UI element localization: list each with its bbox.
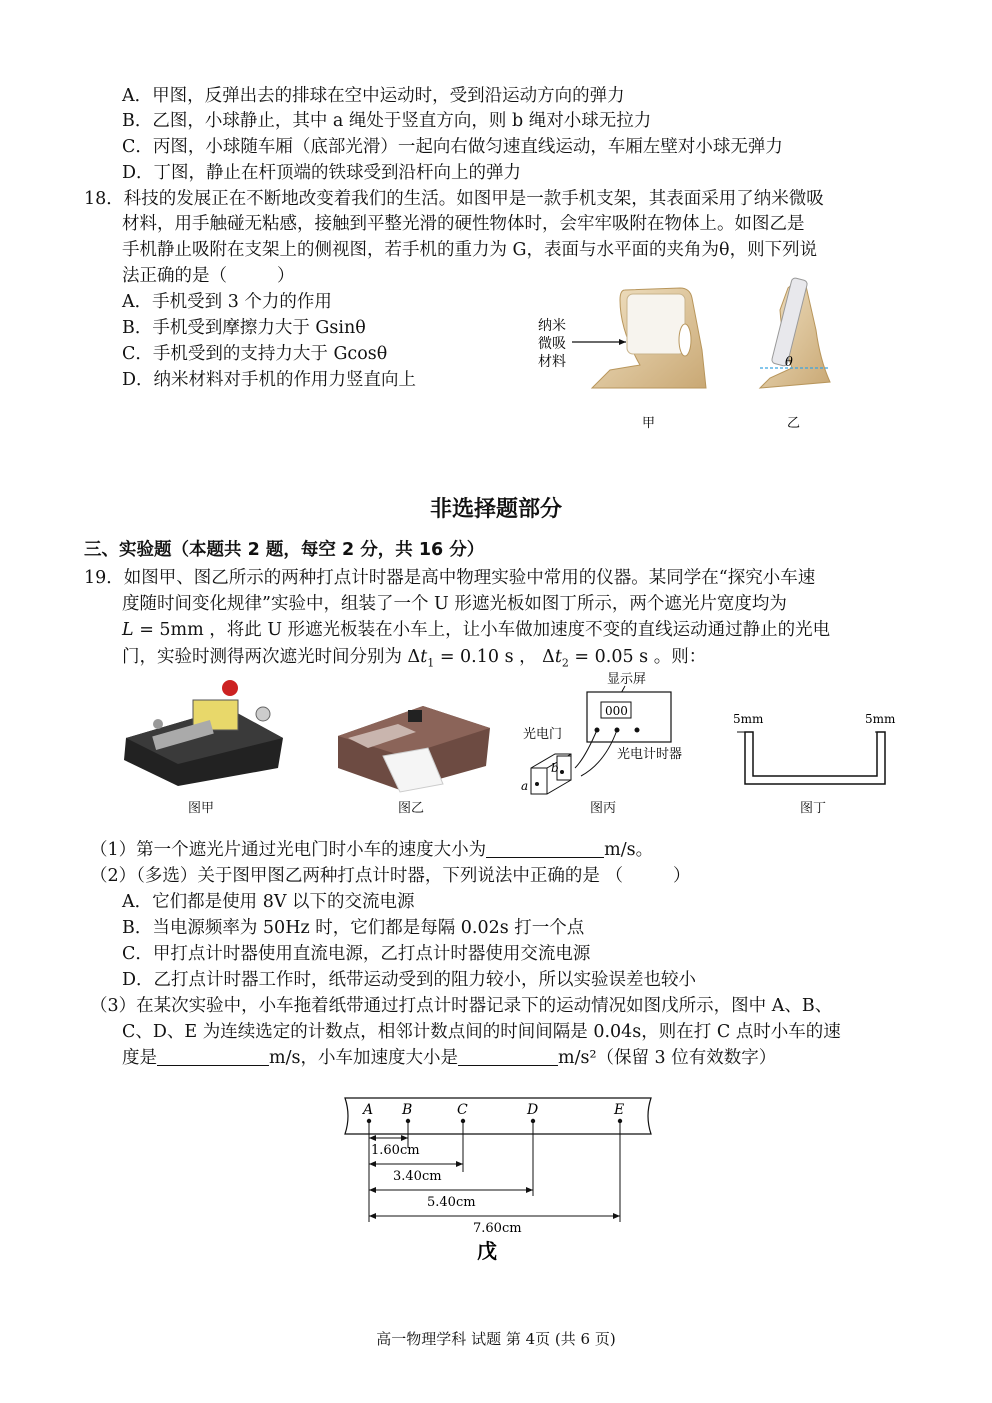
q19-option-c: C．甲打点计时器使用直流电源，乙打点计时器使用交流电源 — [122, 944, 591, 964]
width-label-left: 5mm — [733, 712, 764, 726]
q19-stem-line1: 19．如图甲、图乙所示的两种打点计时器是高中物理实验中常用的仪器。某同学在“探究小车速 — [84, 568, 816, 588]
q19-sub1 — [90, 838, 653, 862]
dim-ae-label: 7.60cm — [473, 1221, 522, 1236]
nano-label-line2: 微吸 — [538, 336, 566, 352]
point-a-label: a — [521, 779, 529, 793]
fig-ding-caption: 图丁 — [800, 801, 827, 816]
nano-label-line1: 纳米 — [538, 318, 566, 334]
q19-option-a: A．它们都是使用 8V 以下的交流电源 — [122, 892, 415, 912]
fig-yi-caption: 图乙 — [398, 801, 425, 816]
q18-stem-close: ） — [277, 266, 295, 286]
q19-sub3-line2: C、D、E 为连续选定的计数点，相邻计数点间的时间间隔是 0.04s，则在打 C 点时小车的速 — [122, 1022, 841, 1042]
q19-sub2-text: （2）（多选）关于图甲图乙两种打点计时器，下列说法中正确的是 （ — [90, 866, 623, 886]
section-title: 非选择题部分 — [429, 497, 562, 522]
fig-jia-label: 甲 — [642, 416, 656, 431]
q19-sub2-close: ） — [672, 866, 691, 886]
fig-yi-label: 乙 — [787, 416, 801, 431]
q18-stem-text: 法正确的是（ — [122, 266, 227, 286]
timer-jia-terminal-icon — [222, 680, 238, 696]
q19-stem-line4-a: 门，实验时测得两次遮光时间分别为 Δ — [122, 647, 421, 667]
q19-sub3-text-b: m/s，小车加速度大小是 — [269, 1048, 458, 1068]
q18-stem-line4 — [122, 264, 295, 288]
dim-ab-label: 1.60cm — [371, 1143, 420, 1158]
answer-blank-2[interactable] — [157, 1047, 269, 1066]
tape-point-c-label: C — [457, 1102, 468, 1118]
paper-tape-strip-icon — [345, 1098, 651, 1134]
dim-ab — [369, 1135, 420, 1158]
q18-phone-holder-figure — [530, 270, 850, 440]
q18-stem-line3: 手机静止吸附在支架上的侧视图，若手机的重力为 G，表面与水平面的夹角为θ，则下列说 — [122, 240, 818, 260]
q19-stem-line4-c: = 0.05 s 。则： — [568, 647, 707, 667]
photogate-figure — [515, 668, 705, 798]
q18-option-b: B．手机受到摩擦力大于 Gsinθ — [122, 318, 366, 338]
q19-option-b: B．当电源频率为 50Hz 时，它们都是每隔 0.02s 打一个点 — [122, 918, 585, 938]
dim-ac — [369, 1161, 463, 1184]
q18-stem-line2: 材料，用手触碰无粘感，接触到平整光滑的硬性物体时，会牢牢吸附在物体上。如图乙是 — [122, 214, 805, 234]
q19-stem-line4-b: = 0.10 s ， Δ — [434, 647, 555, 667]
nano-label-line3: 材料 — [538, 354, 566, 370]
tape-point-b-label: B — [402, 1102, 413, 1118]
q19-t2-symbol: t — [554, 647, 562, 667]
timer-yi-figure — [328, 686, 498, 796]
q18-option-c: C．手机受到的支持力大于 Gcosθ — [122, 344, 388, 364]
timer-jia-figure — [118, 668, 288, 788]
dim-ad — [369, 1187, 533, 1210]
q19-sub2 — [90, 864, 690, 888]
page-footer: 高一物理学科 试题 第 4页 (共 6 页) — [376, 1330, 616, 1348]
screen-label: 显示屏 — [607, 672, 647, 687]
q18-stem-line1: 18．科技的发展正在不断地改变着我们的生活。如图甲是一款手机支架，其表面采用了纳米微吸 — [84, 189, 824, 209]
q19-sub3-text-a: 度是 — [122, 1048, 157, 1068]
fig-jia-caption: 图甲 — [188, 801, 215, 816]
tape-caption: 戊 — [477, 1239, 497, 1263]
q19-stem-line2: 度随时间变化规律”实验中，组装了一个 U 形遮光板如图丁所示，两个遮光片宽度均为 — [122, 594, 787, 614]
q19-L-symbol: L — [122, 620, 134, 640]
q17-option-d: D．丁图，静止在杆顶端的铁球受到沿杆向上的弹力 — [122, 163, 522, 183]
q19-stem-line3-text: = 5mm ，将此 U 形遮光板装在小车上，让小车做加速度不变的直线运动通过静止的光电 — [133, 620, 831, 640]
q19-sub3-line1: （3）在某次实验中，小车拖着纸带通过打点计时器记录下的运动情况如图戊所示，图中 A、B、 — [90, 996, 833, 1016]
section3-heading: 三、实验题（本题共 2 题，每空 2 分，共 16 分） — [84, 540, 485, 560]
timer-label: 光电计时器 — [617, 747, 683, 762]
q19-sub1-unit: m/s。 — [604, 840, 654, 860]
fig-bing-caption: 图丙 — [590, 801, 617, 816]
tape-point-d-label: D — [527, 1102, 539, 1118]
q19-t1-sub: 1 — [427, 656, 435, 670]
q17-option-a: A．甲图，反弹出去的排球在空中运动时，受到沿运动方向的弹力 — [122, 86, 625, 106]
tape-figure — [335, 1090, 660, 1265]
q17-option-c: C．丙图，小球随车厢（底部光滑）一起向右做匀速直线运动，车厢左壁对小球无弹力 — [122, 137, 783, 157]
display-value: 000 — [605, 704, 628, 718]
q19-t1-symbol: t — [420, 647, 428, 667]
gate-label: 光电门 — [523, 727, 563, 742]
q19-t2-sub: 2 — [561, 656, 569, 670]
q18-option-a: A．手机受到 3 个力的作用 — [122, 292, 332, 312]
q19-option-d: D．乙打点计时器工作时，纸带运动受到的阻力较小，所以实验误差也较小 — [122, 970, 697, 990]
dim-ac-label: 3.40cm — [393, 1169, 442, 1184]
dim-ae — [369, 1213, 620, 1236]
answer-blank-1[interactable] — [486, 839, 604, 858]
q18-option-d: D．纳米材料对手机的作用力竖直向上 — [122, 370, 417, 390]
q19-stem-line3 — [122, 618, 830, 642]
width-label-right: 5mm — [865, 712, 896, 726]
nano-arrowhead-icon — [619, 339, 626, 345]
point-b-label: b — [551, 761, 559, 775]
dim-ad-label: 5.40cm — [427, 1195, 476, 1210]
q19-sub3-line3 — [122, 1046, 776, 1070]
q19-sub1-text: （1）第一个遮光片通过光电门时小车的速度大小为 — [90, 840, 487, 860]
u-shield-figure — [725, 706, 910, 791]
q19-sub3-text-c: m/s²（保留 3 位有效数字） — [557, 1048, 777, 1068]
theta-label: θ — [785, 355, 793, 370]
tape-point-e-label: E — [614, 1102, 625, 1118]
tape-point-a-label: A — [363, 1102, 374, 1118]
q17-option-b: B．乙图，小球静止，其中 a 绳处于竖直方向，则 b 绳对小球无拉力 — [122, 111, 652, 131]
answer-blank-3[interactable] — [458, 1047, 558, 1066]
holder-hole-icon — [679, 324, 691, 356]
nano-pad-icon — [627, 294, 685, 354]
u-shape-icon — [745, 732, 885, 784]
